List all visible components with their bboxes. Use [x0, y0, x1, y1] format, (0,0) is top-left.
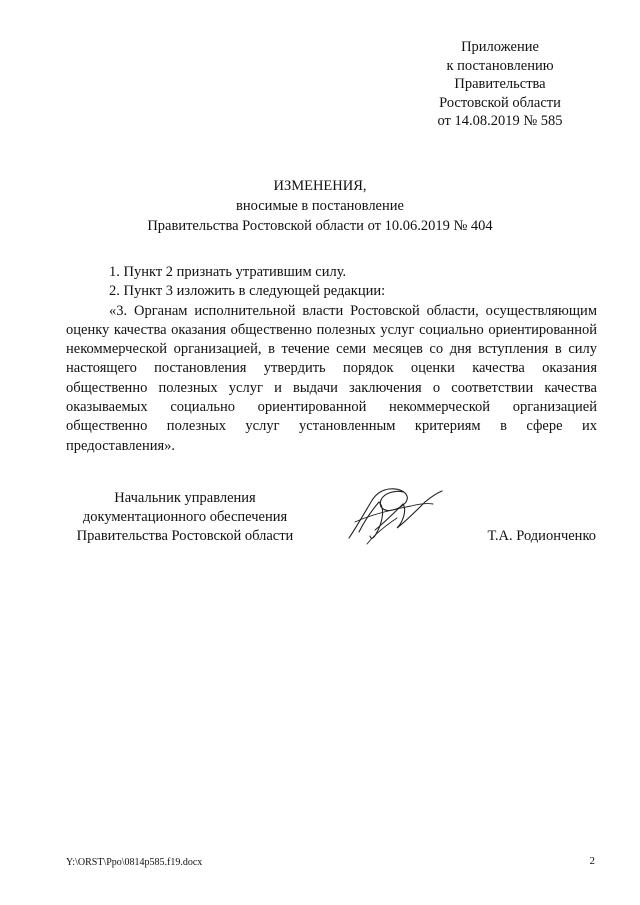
position-line-2: документационного обеспечения — [82, 509, 288, 525]
title-heading: ИЗМЕНЕНИЯ, — [273, 178, 367, 194]
appendix-line-4: Ростовской области — [439, 94, 561, 111]
handwritten-signature — [345, 482, 445, 547]
position-line-1: Начальник управления — [114, 490, 256, 506]
appendix-line-3: Правительства — [454, 76, 546, 93]
title-reference: Правительства Ростовской области от 10.06.2019 № 404 — [147, 218, 493, 234]
body-item-2: 2. Пункт 3 изложить в следующей редакции: — [109, 283, 386, 300]
document-body — [66, 263, 597, 456]
footer-file-path: Y:\ORST\Ppo\0814p585.f19.docx — [66, 857, 203, 868]
body-quote: «3. Органам исполнительной власти Ростовской области, осуществляющим оценку качества оказания общественно полезных услуг социально ориентированной некоммерческой организацией, в течение семи месяцев со дня вступления в силу настоящего постановления утвердить порядок оценки качества оказания общественно полезных услуг и выдачи заключения о соответствии качества оказываемых социально ориентированной некоммерческой организацией общественно полезных услуг установленным критериям в сфере их предоставления». — [66, 302, 597, 454]
page-number: 2 — [589, 855, 595, 867]
document-title — [60, 176, 580, 236]
position-line-3: Правительства Ростовской области — [76, 528, 294, 544]
signatory-name: Т.А. Родионченко — [487, 528, 596, 544]
title-subheading: вносимые в постановление — [236, 198, 404, 214]
appendix-line-1: Приложение — [461, 39, 539, 55]
signatory-position — [60, 489, 310, 546]
body-item-1: 1. Пункт 2 признать утратившим силу. — [109, 264, 347, 280]
appendix-line-2: к постановлению — [446, 57, 554, 74]
appendix-line-5: от 14.08.2019 № 585 — [437, 113, 563, 130]
appendix-header — [400, 38, 600, 131]
